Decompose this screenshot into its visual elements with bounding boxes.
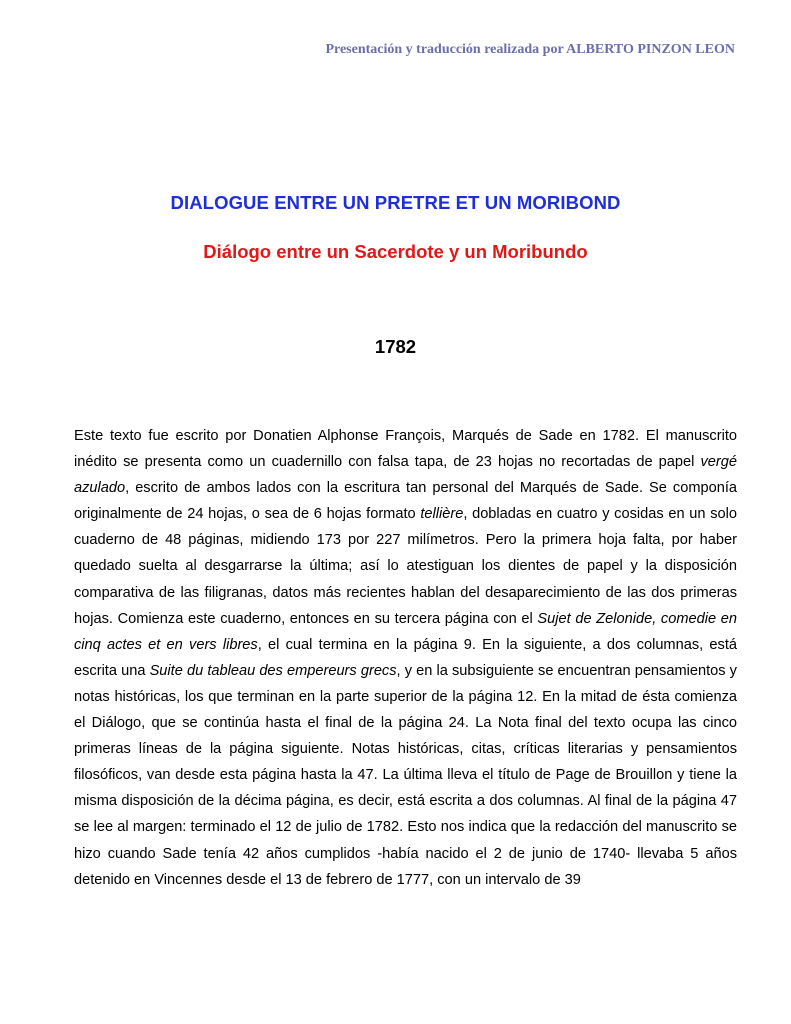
title-french: DIALOGUE ENTRE UN PRETRE ET UN MORIBOND — [170, 192, 621, 213]
paragraph-text-segment: , escrito de ambos lados con la escritura tan personal del Marqués de Sade. Se componía originalmente de 24 hojas, o sea de 6 hojas formato — [74, 480, 737, 523]
paragraph-text-segment: , el cual termina en la página 9. En la siguiente, a dos columnas, está escrita una — [74, 636, 738, 679]
year-heading: 1782 — [374, 336, 417, 357]
paragraph-text-segment: , y en la subsiguiente se encuentran pensamientos y notas históricas, los que terminan en la parte superior de la página 12. En la mitad de ésta comienza el Diálogo, que se continúa hasta el final de la página 24. La Nota final del texto ocupa las cinco primeras líneas de la página siguiente. Notas históricas, citas, críticas literarias y pensamientos filosóficos, van desde esta página hasta la 47. La última lleva el título de Page de Brouillon y tiene la misma disposición de la décima página, es decir, está escrita a dos columnas. Al final de la página 47 se lee al margen: terminado el 12 de julio de 1782. Esto nos indica que la redacción del manuscrito se hizo cuando Sade tenía 42 años cumplidos -había nacido el 2 de junio de 1740- llevaba 5 años detenido en Vincennes desde el 13 de febrero de 1777, con un intervalo de 39 — [74, 662, 737, 888]
intro-paragraph — [74, 423, 737, 893]
paragraph-text-segment: Este texto fue escrito por Donatien Alphonse François, Marqués de Sade en 1782. El manuscrito inédito se presenta como un cuadernillo con falsa tapa, de 23 hojas no recortadas de papel — [74, 428, 737, 471]
italic-title-suite-du-tableau: Suite du tableau des empereurs grecs — [149, 662, 397, 679]
translator-credit: Presentación y traducción realizada por ALBERTO PINZON LEON — [325, 42, 735, 57]
italic-title-sujet-de-zelonide: Sujet de Zelonide, comedie en cinq actes et en vers libres — [74, 610, 737, 653]
title-spanish: Diálogo entre un Sacerdote y un Moribundo — [203, 241, 588, 262]
paragraph-text-segment: , dobladas en cuatro y cosidas en un solo cuaderno de 48 páginas, midiendo 173 por 227 milímetros. Pero la primera hoja falta, por haber quedado suelta al desgarrarse la última; así lo atestiguan los dientes de papel y la disposición comparativa de las filigranas, datos más recientes hablan del desaparecimiento de las dos primeras hojas. Comienza este cuaderno, entonces en su tercera página con el — [74, 506, 737, 627]
italic-term-telliere: tellière — [420, 506, 464, 523]
italic-term-verge-azulado: vergé azulado — [74, 454, 737, 497]
